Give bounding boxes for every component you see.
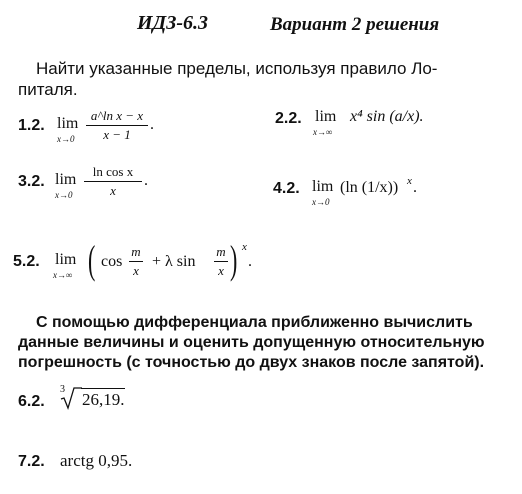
problem-number: 4.2.	[273, 180, 300, 197]
lim-subscript: x→0	[55, 190, 73, 200]
plus-lambda-sin: + λ sin	[152, 253, 196, 270]
problem-number: 7.2.	[18, 453, 45, 470]
lim-subscript: x→∞	[313, 127, 333, 137]
exponent: x	[242, 241, 247, 253]
radical-icon	[60, 386, 82, 415]
denominator: x − 1	[103, 127, 131, 142]
numerator: a^ln x − x	[86, 108, 148, 126]
intro-line-2: питаля.	[18, 80, 78, 99]
lim-subscript: x→∞	[53, 270, 73, 280]
diff-line-1: С помощью дифференциала приближенно вычислить	[36, 314, 473, 331]
expression: (ln (1/x))	[340, 179, 399, 196]
radical-overline	[81, 388, 125, 389]
radicand: 26,19.	[82, 390, 125, 409]
page-title: ИДЗ-6.3	[137, 12, 209, 34]
problem-number: 5.2.	[13, 253, 40, 270]
problem-number: 3.2.	[18, 173, 45, 190]
period: .	[150, 116, 154, 133]
expression: x⁴ sin (a/x).	[350, 108, 424, 125]
lim-subscript: x→0	[57, 134, 75, 144]
denominator: x	[110, 183, 116, 198]
problem-number: 6.2.	[18, 393, 45, 410]
denominator: x	[218, 263, 224, 278]
expression: arctg 0,95.	[60, 451, 133, 470]
lim-operator: lim	[55, 251, 77, 268]
lim-subscript: x→0	[312, 197, 330, 207]
period: .	[144, 172, 148, 189]
fraction	[84, 164, 142, 199]
exponent: x	[407, 175, 412, 187]
lim-operator: lim	[55, 171, 77, 188]
problem-number: 1.2.	[18, 117, 45, 134]
lim-operator: lim	[57, 115, 79, 132]
diff-line-2: данные величины и оценить допущенную относительную	[18, 334, 485, 351]
intro-line-1: Найти указанные пределы, используя правило Ло-	[36, 59, 438, 78]
diff-line-3: погрешность (с точностью до двух знаков после запятой).	[18, 354, 485, 371]
close-paren: )	[230, 237, 238, 282]
lim-operator: lim	[315, 108, 337, 125]
fraction	[86, 108, 148, 143]
period: .	[413, 179, 417, 196]
variant-label: Вариант 2 решения	[270, 14, 440, 35]
fraction-2	[214, 244, 228, 279]
cos-function: cos	[101, 253, 123, 270]
numerator: ln cos x	[84, 164, 142, 182]
numerator: m	[129, 244, 143, 262]
fraction-1	[129, 244, 143, 279]
lim-operator: lim	[312, 178, 334, 195]
root-index: 3	[60, 384, 65, 395]
period: .	[248, 253, 252, 270]
numerator: m	[214, 244, 228, 262]
problem-number: 2.2.	[275, 110, 302, 127]
denominator: x	[133, 263, 139, 278]
open-paren: (	[88, 237, 96, 282]
